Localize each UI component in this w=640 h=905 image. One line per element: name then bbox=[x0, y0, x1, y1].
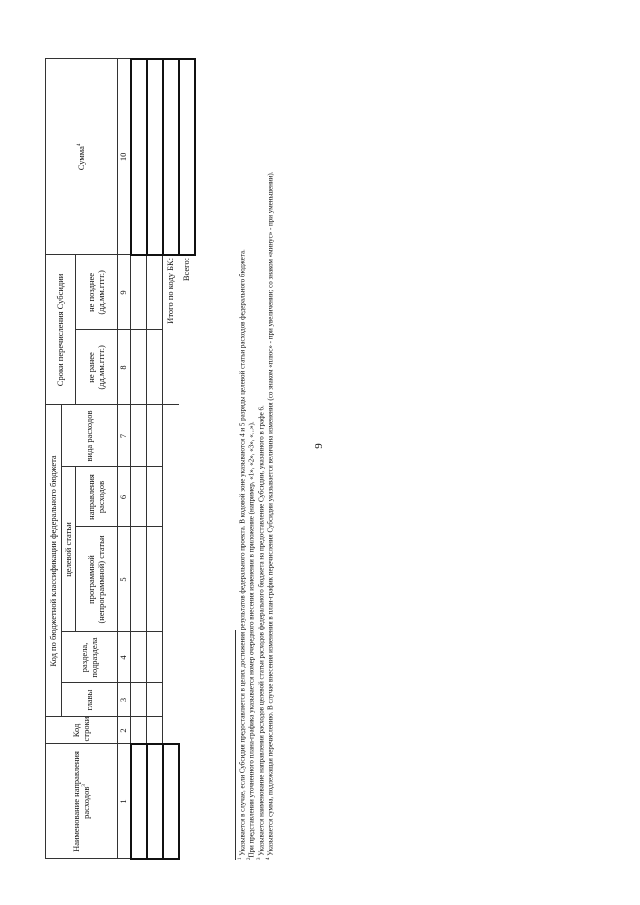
column-number: 5 bbox=[118, 527, 131, 632]
table-cell bbox=[147, 405, 163, 467]
header-section: раздела, подраздела bbox=[62, 632, 118, 683]
total-by-bk-label: Итого по коду БК: bbox=[165, 257, 176, 324]
footnote: $^2$При представлении уточненного плана-графика указывается номер очередного внесения изменения в приложение (например, «1», «2», «3», «...»). bbox=[247, 421, 256, 860]
header-not-later: не позднее (дд.мм.гггг.) bbox=[76, 255, 118, 330]
table-cell bbox=[147, 683, 163, 717]
header-program-article: программной (непрограммной) статьи bbox=[76, 527, 118, 632]
header-terms-group: Сроки перечисления Субсидии bbox=[46, 255, 76, 405]
table-cell bbox=[131, 632, 147, 683]
column-number: 8 bbox=[118, 330, 131, 405]
footnote: $^3$ Указывается наименование направления расходов целевой статьи расходов федерального бюджета на предоставление Субсидии, указанного в графе 6. bbox=[256, 405, 266, 860]
header-spending-type: вида расходов bbox=[62, 405, 118, 467]
table-cell bbox=[147, 717, 163, 744]
table-cell bbox=[147, 744, 163, 859]
header-row-code: Код строки bbox=[46, 717, 118, 744]
header-direction-name: Наименование направления расходов$^3$ bbox=[46, 744, 118, 859]
column-number: 10 bbox=[118, 59, 131, 255]
table-cell bbox=[131, 744, 147, 859]
footnote-divider bbox=[235, 630, 236, 860]
header-chapter: главы bbox=[62, 683, 118, 717]
header-budget-code-group: Код по бюджетной классификации федерального бюджета bbox=[46, 405, 62, 717]
payment-schedule-table-wrap bbox=[45, 60, 196, 860]
table-cell bbox=[131, 683, 147, 717]
table-cell bbox=[131, 330, 147, 405]
table-cell bbox=[131, 255, 147, 330]
table-cell bbox=[131, 405, 147, 467]
column-number: 7 bbox=[118, 405, 131, 467]
table-cell bbox=[147, 527, 163, 632]
table-cell bbox=[179, 330, 195, 859]
table-cell bbox=[147, 330, 163, 405]
table-cell bbox=[131, 527, 147, 632]
table-cell bbox=[131, 467, 147, 527]
table-row bbox=[131, 59, 147, 859]
total-value bbox=[179, 59, 195, 255]
column-number: 3 bbox=[118, 683, 131, 717]
payment-schedule-table bbox=[45, 58, 196, 860]
header-spending-direction: направления расходов bbox=[76, 467, 118, 527]
table-cell bbox=[147, 467, 163, 527]
column-number-row bbox=[118, 59, 131, 859]
footnotes bbox=[238, 60, 276, 860]
table-cell bbox=[131, 717, 147, 744]
table-cell bbox=[131, 59, 147, 255]
column-number: 6 bbox=[118, 467, 131, 527]
column-number: 2 bbox=[118, 717, 131, 744]
table-cell bbox=[163, 405, 179, 744]
table-cell bbox=[163, 744, 179, 859]
total-by-bk-value bbox=[163, 59, 179, 255]
total-row bbox=[179, 59, 195, 859]
page-number: 9 bbox=[312, 443, 325, 449]
footnote: $^4$ Указывается сумма, подлежащая перечислению. В случае внесения изменения в план-график перечисления Субсидии указывается величина изменения (со знаком «плюс» - при увеличении; со знаком «минус» - при уменьшении). bbox=[266, 171, 275, 860]
column-number: 9 bbox=[118, 255, 131, 330]
header-sum: Сумма$^4$ bbox=[46, 59, 118, 255]
table-row bbox=[147, 59, 163, 859]
table-cell bbox=[147, 255, 163, 330]
footnote: $^1$ Указывается в случае, если Субсидия предоставляется в целях достижения результатов федерального проекта. В кодовой зоне указываются 4 и 5 разряды целевой статьи расходов федерального бюджета. bbox=[238, 249, 247, 860]
total-label: Всего: bbox=[180, 257, 191, 282]
total-by-bk-row bbox=[163, 59, 179, 859]
header-not-earlier: не ранее (дд.мм.гггг.) bbox=[76, 330, 118, 405]
column-number: 1 bbox=[118, 744, 131, 859]
table-cell bbox=[147, 632, 163, 683]
column-number: 4 bbox=[118, 632, 131, 683]
table-cell bbox=[147, 59, 163, 255]
header-target-article: целевой статьи bbox=[62, 467, 76, 632]
rotated-sheet bbox=[45, 60, 295, 860]
